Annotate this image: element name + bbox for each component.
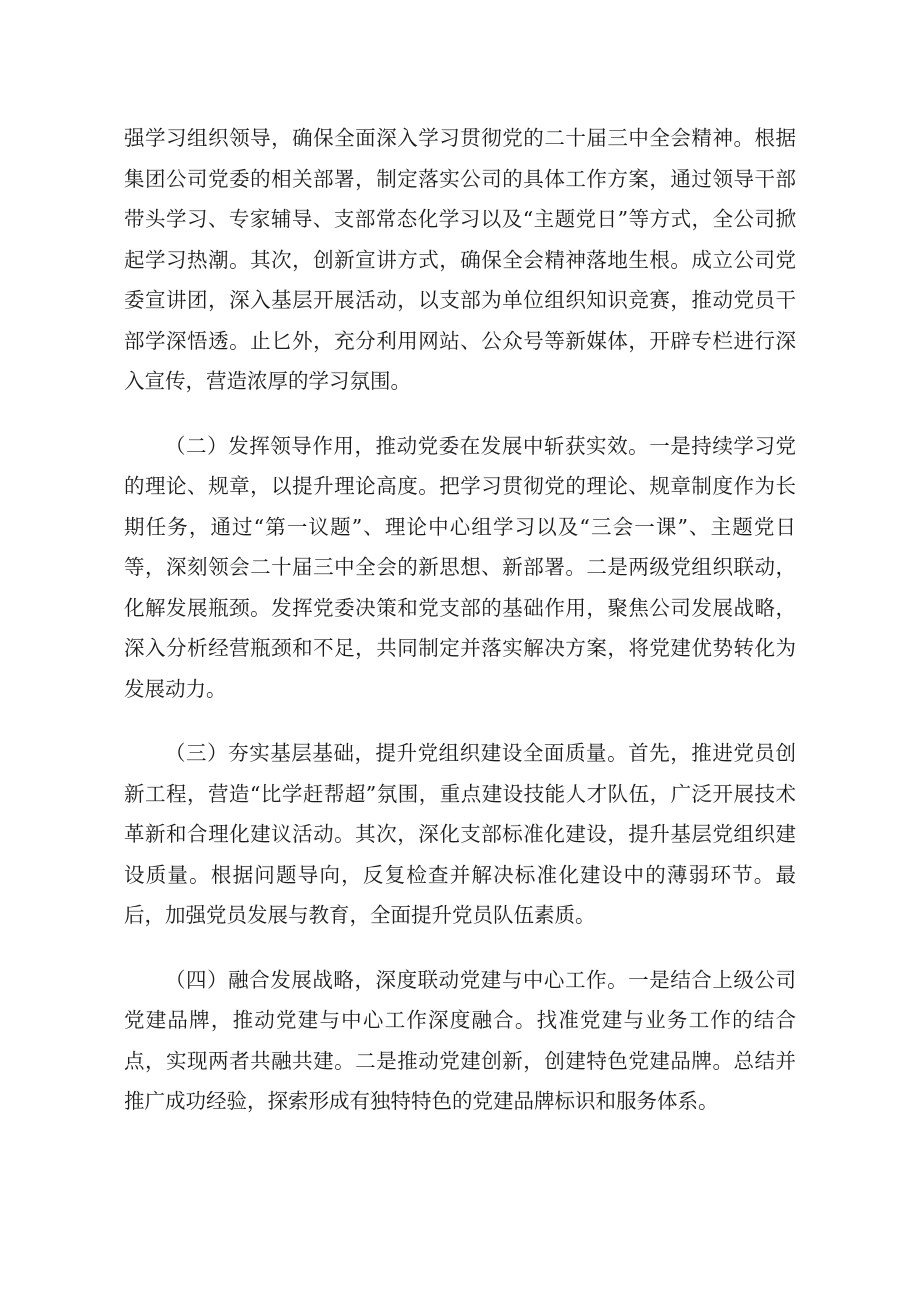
paragraph-study-organization: 强学习组织领导，确保全面深入学习贯彻党的二十届三中全会精神。根据集团公司党委的相关部署，制定落实公司的具体工作方案，通过领导干部带头学习、专家辅导、支部常态化学习以及“主题党日”等方式，全公司掀起学习热潮。其次，创新宣讲方式，确保全会精神落地生根。成立公司党委宣讲团，深入基层开展活动，以支部为单位组织知识竞赛，推动党员干部学深悟透。止匕外，充分利用网站、公众号等新媒体，开辟专栏进行深入宣传，营造浓厚的学习氛围。 (124, 126, 796, 393)
paragraph-section-three: （三）夯实基层基础，提升党组织建设全面质量。首先，推进党员创新工程，营造“比学赶帮超”氛围，重点建设技能人才队伍，广泛开展技术革新和合理化建议活动。其次，深化支部标准化建设，提升基层党组织建设质量。根据问题导向，反复检查并解决标准化建设中的薄弱环节。最后，加强党员发展与教育，全面提升党员队伍素质。 (124, 741, 796, 927)
paragraph-section-four: （四）融合发展战略，深度联动党建与中心工作。一是结合上级公司党建品牌，推动党建与中心工作深度融合。找准党建与业务工作的结合点，实现两者共融共建。二是推动党建创新，创建特色党建品牌。总结并推广成功经验，探索形成有独特特色的党建品牌标识和服务体系。 (124, 967, 796, 1113)
paragraph-section-two: （二）发挥领导作用，推动党委在发展中斩获实效。一是持续学习党的理论、规章，以提升理论高度。把学习贯彻党的理论、规章制度作为长期任务，通过“第一议题”、理论中心组学习以及“三会一课”、主题党日等，深刻领会二十届三中全会的新思想、新部署。二是两级党组织联动，化解发展瓶颈。发挥党委决策和党支部的基础作用，聚焦公司发展战略，深入分析经营瓶颈和不足，共同制定并落实解决方案，将党建优势转化为发展动力。 (124, 433, 796, 701)
document-body (124, 118, 796, 1146)
